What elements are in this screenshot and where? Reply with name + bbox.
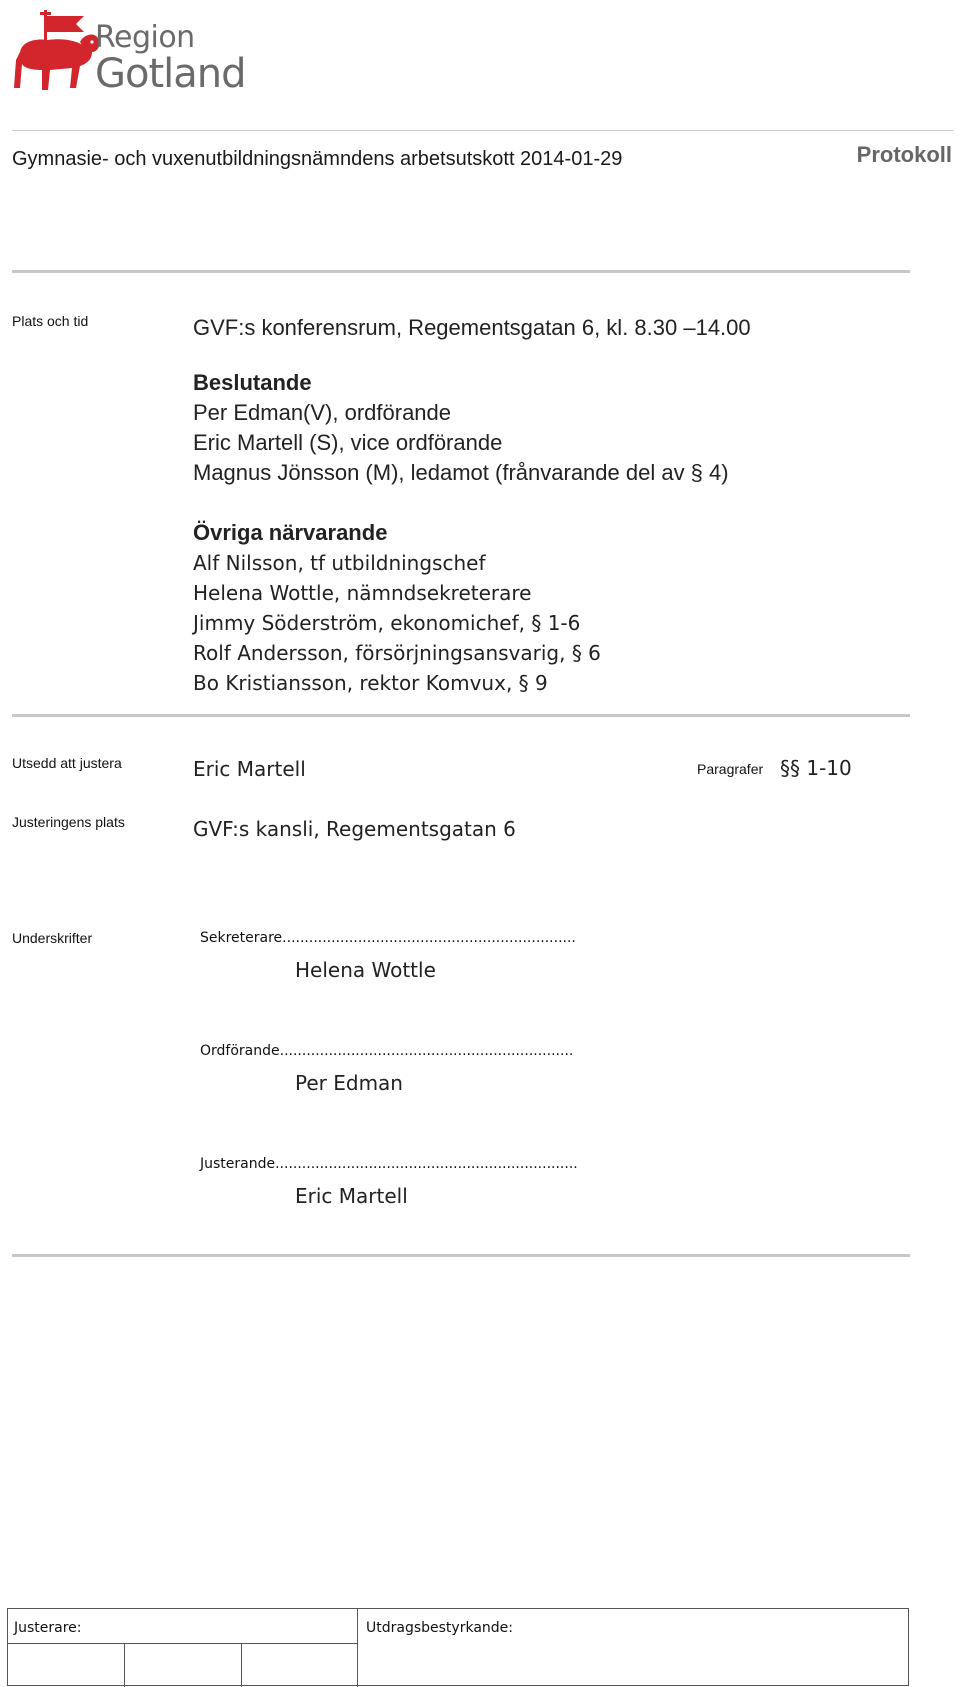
signature-line-secretary [200, 930, 576, 946]
decision-maker-item: Per Edman(V), ordförande [193, 400, 452, 425]
appointed-adjuster-label: Utsedd att justera [12, 755, 122, 771]
signature-dots: .................................................................. [282, 930, 576, 946]
place-time-value: GVF:s konferensrum, Regementsgatan 6, kl. 8.30 –14.00 [193, 315, 751, 340]
logo-line-region: Region [95, 20, 195, 55]
adjustment-place-label: Justeringens plats [12, 814, 125, 830]
footer-verification-table [7, 1608, 909, 1686]
adjuster-initial-box [124, 1643, 242, 1687]
signature-role: Ordförande [200, 1043, 280, 1059]
section-divider-1 [12, 270, 910, 273]
section-divider-3 [12, 1254, 910, 1257]
signature-dots: .................................................................. [279, 1043, 574, 1059]
others-present-section [193, 518, 601, 698]
logo-line-gotland: Gotland [95, 51, 246, 97]
signatures-label: Underskrifter [12, 930, 93, 946]
logo-wordmark [95, 20, 246, 97]
appointed-adjuster-value: Eric Martell [193, 757, 306, 781]
section-divider-2 [12, 714, 910, 717]
signature-name-secretary: Helena Wottle [295, 958, 436, 982]
decision-makers-section [193, 368, 729, 488]
signature-line-adjuster [200, 1156, 578, 1172]
signature-dots: .................................................................... [275, 1156, 578, 1172]
signature-name-chair: Per Edman [295, 1071, 403, 1095]
others-present-item: Bo Kristiansson, rektor Komvux, § 9 [193, 671, 548, 695]
extract-certification-label: Utdragsbestyrkande: [366, 1620, 513, 1636]
document-type: Protokoll [856, 142, 952, 167]
paragraphs-value: §§ 1-10 [780, 756, 852, 780]
adjusters-label: Justerare: [14, 1620, 82, 1636]
signature-role: Sekreterare [200, 930, 283, 946]
paragraphs-label: Paragrafer [697, 761, 764, 777]
place-time-label: Plats och tid [12, 313, 89, 329]
signature-name-adjuster: Eric Martell [295, 1184, 408, 1208]
decision-makers-heading: Beslutande [193, 370, 312, 395]
others-present-item: Jimmy Söderström, ekonomichef, § 1-6 [193, 611, 581, 635]
adjustment-place-value: GVF:s kansli, Regementsgatan 6 [193, 817, 516, 841]
decision-maker-item: Eric Martell (S), vice ordförande [193, 430, 503, 455]
others-present-item: Rolf Andersson, försörjningsansvarig, § 6 [193, 641, 601, 665]
document-title: Gymnasie- och vuxenutbildningsnämndens arbetsutskott 2014-01-29 [12, 148, 623, 170]
decision-maker-item: Magnus Jönsson (M), ledamot (frånvarande del av § 4) [193, 460, 729, 485]
others-present-item: Alf Nilsson, tf utbildningschef [193, 551, 486, 575]
header-divider [12, 130, 954, 131]
signature-role: Justerande [200, 1156, 276, 1172]
others-present-heading: Övriga närvarande [193, 520, 388, 545]
others-present-item: Helena Wottle, nämndsekreterare [193, 581, 532, 605]
signature-line-chair [200, 1043, 573, 1059]
adjuster-initial-box [8, 1643, 125, 1687]
